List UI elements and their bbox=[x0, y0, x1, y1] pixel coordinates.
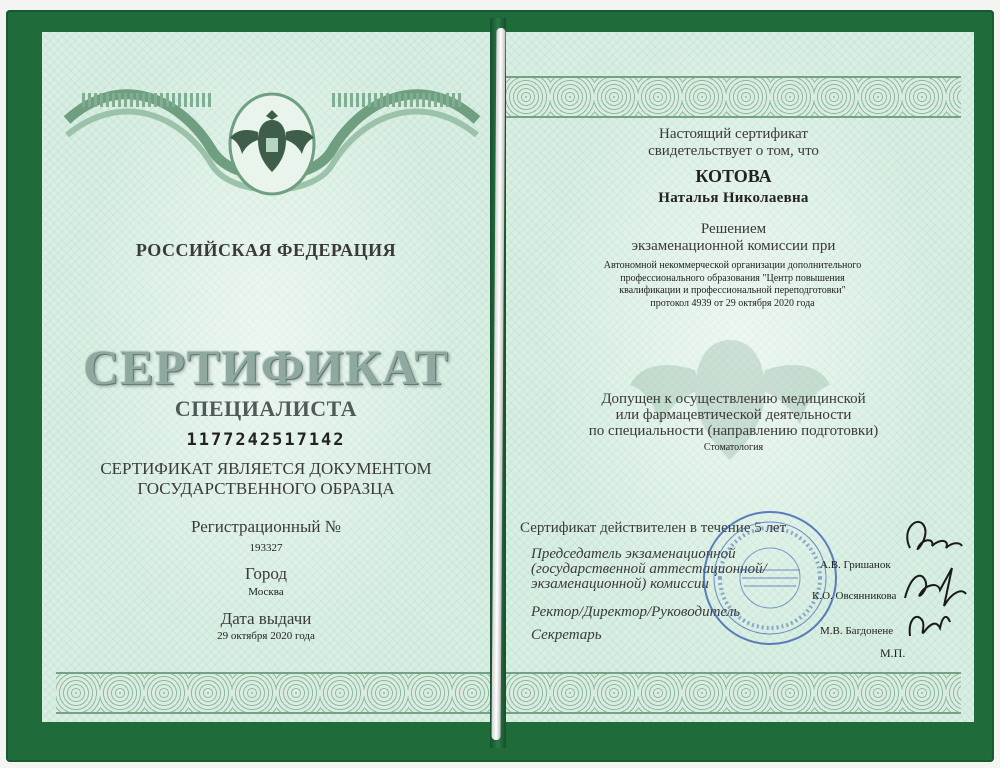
certificate-title: СЕРТИФИКАТ bbox=[82, 339, 449, 395]
country-label: РОССИЙСКАЯ ФЕДЕРАЦИЯ bbox=[135, 240, 397, 260]
seal-place-label: М.П. bbox=[880, 646, 906, 660]
secretary-name: М.В. Багдонене bbox=[820, 625, 894, 637]
organization-text bbox=[560, 260, 905, 310]
admission-line: по специальности (направлению подготовки) bbox=[588, 423, 879, 439]
organization-line: протокол 4939 от 29 октября 2020 года bbox=[650, 297, 815, 309]
issue-date-value: 29 октября 2020 года bbox=[217, 630, 315, 642]
official-stamp-icon bbox=[700, 508, 840, 648]
chairman-role-line: (государственной аттестационной/ bbox=[531, 561, 767, 577]
organization-line: профессионального образования "Центр повышения bbox=[620, 272, 845, 284]
document-status bbox=[42, 459, 490, 499]
guilloche-band-bottom-right bbox=[506, 672, 961, 714]
certificate-number: 1177242517142 bbox=[186, 430, 346, 450]
intro-line: свидетельствует о том, что bbox=[648, 143, 819, 159]
registration-label: Регистрационный № bbox=[191, 517, 341, 536]
decision-text bbox=[506, 221, 961, 255]
intro-text bbox=[506, 126, 961, 160]
chairman-role-line: Председатель экзаменационной bbox=[531, 546, 736, 562]
decision-line: экзаменационной комиссии при bbox=[631, 238, 836, 254]
certificate-subtitle: СПЕЦИАЛИСТА bbox=[174, 396, 358, 421]
rector-name: К.О. Овсянникова bbox=[812, 590, 897, 602]
signatures-icon bbox=[880, 508, 970, 648]
admission-line: или фармацевтической деятельности bbox=[615, 407, 852, 423]
guilloche-band-bottom-left bbox=[56, 672, 490, 714]
decision-line: Решением bbox=[700, 221, 767, 237]
organization-line: квалификации и профессиональной переподготовки" bbox=[619, 285, 846, 296]
admission-line: Допущен к осуществлению медицинской bbox=[601, 391, 866, 407]
guilloche-band-top bbox=[506, 76, 961, 118]
chairman-role-line: экзаменационной) комиссии bbox=[531, 576, 709, 592]
issue-date-label: Дата выдачи bbox=[220, 609, 312, 628]
city-label: Город bbox=[245, 564, 287, 583]
validity-text: Сертификат действителен в течение 5 лет bbox=[520, 520, 787, 536]
holder-surname: КОТОВА bbox=[695, 166, 772, 186]
intro-line: Настоящий сертификат bbox=[659, 126, 808, 142]
admission-text bbox=[506, 391, 961, 439]
organization-line: Автономной некоммерческой организации дополнительного bbox=[603, 260, 862, 271]
rector-role: Ректор/Директор/Руководитель bbox=[531, 604, 741, 620]
coat-of-arms-ornament bbox=[62, 80, 482, 208]
specialty-value: Стоматология bbox=[703, 442, 764, 453]
city-value: Москва bbox=[248, 586, 284, 598]
holder-name: Наталья Николаевна bbox=[658, 190, 809, 206]
document-status-line: ГОСУДАРСТВЕННОГО ОБРАЗЦА bbox=[137, 479, 395, 498]
document-status-line: СЕРТИФИКАТ ЯВЛЯЕТСЯ ДОКУМЕНТОМ bbox=[100, 459, 432, 478]
secretary-role: Секретарь bbox=[531, 627, 602, 643]
chairman-name: А.В. Гришанок bbox=[820, 559, 891, 571]
registration-value: 193327 bbox=[249, 542, 283, 554]
ornament-icon bbox=[62, 80, 482, 208]
